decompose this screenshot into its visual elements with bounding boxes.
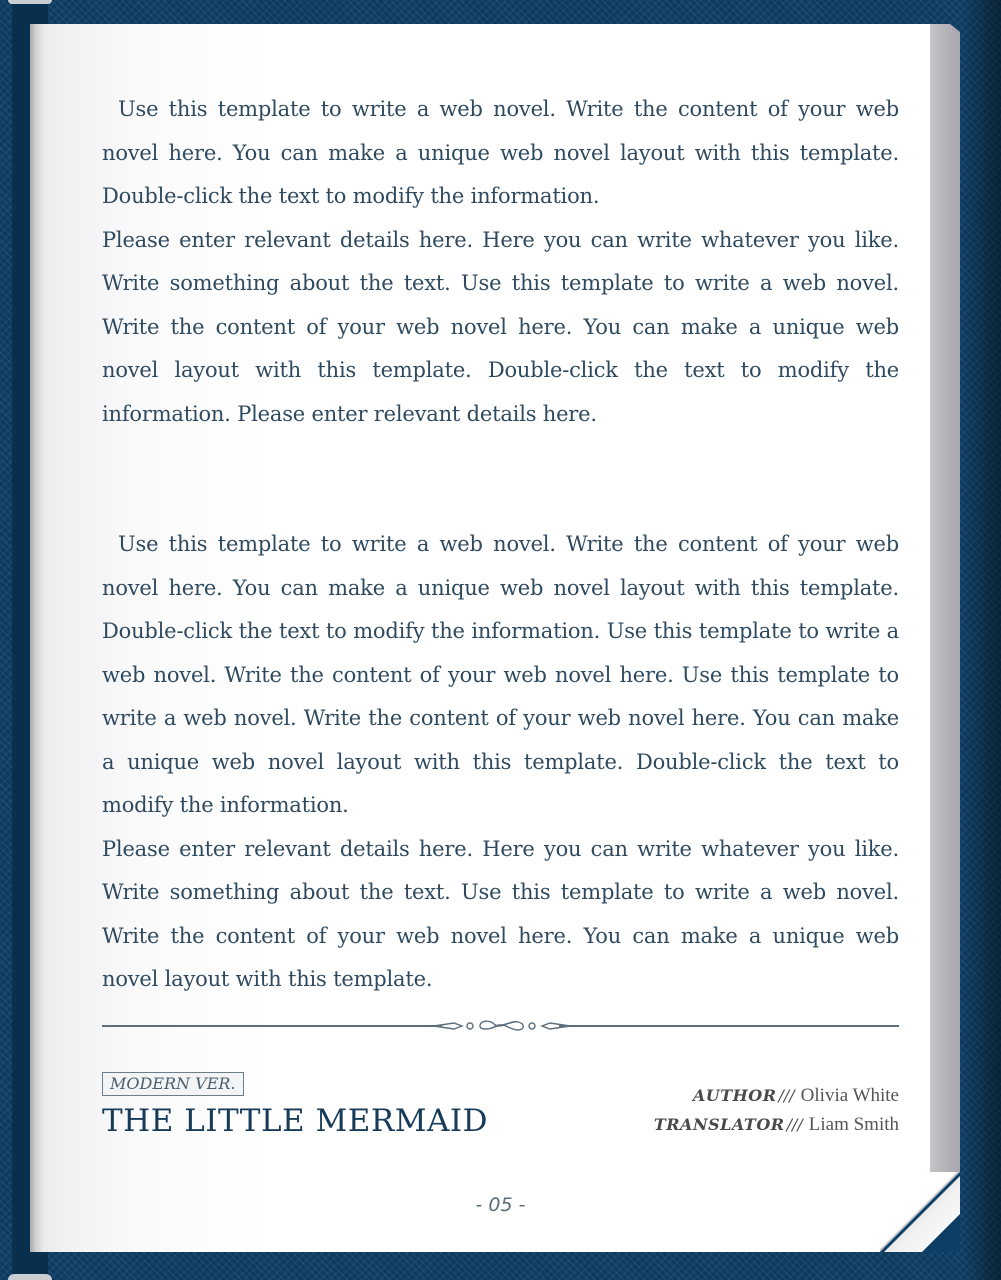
right-shadow	[961, 0, 1001, 1280]
paragraph: Use this template to write a web novel. Write the content of your web novel here. You can make a unique web novel layout with this template. Double-click the text to modify the information. Use this template to write a web novel. Write the content of your web novel here. Use this template to write a web novel. Write the content of your web novel here. You can make a unique web novel layout with this template. Double-click the text to modify the information.	[102, 532, 899, 817]
credit-role: AUTHOR	[692, 1086, 777, 1105]
section-gap	[102, 436, 899, 523]
credit-separator: ///	[778, 1086, 795, 1105]
page-number: - 05 -	[475, 1194, 526, 1216]
divider-line-right	[559, 1025, 899, 1027]
flourish-icon	[432, 1016, 572, 1036]
credit-name: Olivia White	[800, 1085, 899, 1106]
divider-line-left	[102, 1025, 442, 1027]
binding-tab-bottom	[8, 1274, 52, 1280]
credit-separator: ///	[786, 1115, 803, 1134]
page-curl-corner[interactable]	[880, 1172, 960, 1252]
section-2	[102, 523, 899, 1002]
paragraph: Use this template to write a web novel. Write the content of your web novel here. You can make a unique web novel layout with this template. Double-click the text to modify the information.	[102, 97, 899, 208]
edition-tag: MODERN VER.	[102, 1072, 244, 1096]
paragraph: Please enter relevant details here. Here you can write whatever you like. Write something about the text. Use this template to write a web novel. Write the content of your web novel here. You can make a unique web novel layout with this template.	[102, 836, 899, 991]
paragraph: Please enter relevant details here. Here you can write whatever you like. Write something about the text. Use this template to write a web novel. Write the content of your web novel here. You can make a unique web novel layout with this template. Double-click the text to modify the information. Please enter relevant details here.	[102, 227, 899, 426]
credit-translator	[654, 1110, 899, 1139]
credit-author	[654, 1081, 899, 1110]
credit-name: Liam Smith	[808, 1114, 899, 1135]
credit-role: TRANSLATOR	[653, 1115, 785, 1134]
binding-tab-top	[8, 0, 52, 4]
page-content	[102, 88, 899, 1002]
book-title: THE LITTLE MERMAID	[102, 1103, 488, 1139]
spine-shadow	[30, 24, 44, 1252]
ornamental-divider	[102, 1016, 899, 1036]
page-stack-edge	[930, 24, 960, 1252]
section-1	[102, 88, 899, 436]
credits	[654, 1081, 899, 1139]
